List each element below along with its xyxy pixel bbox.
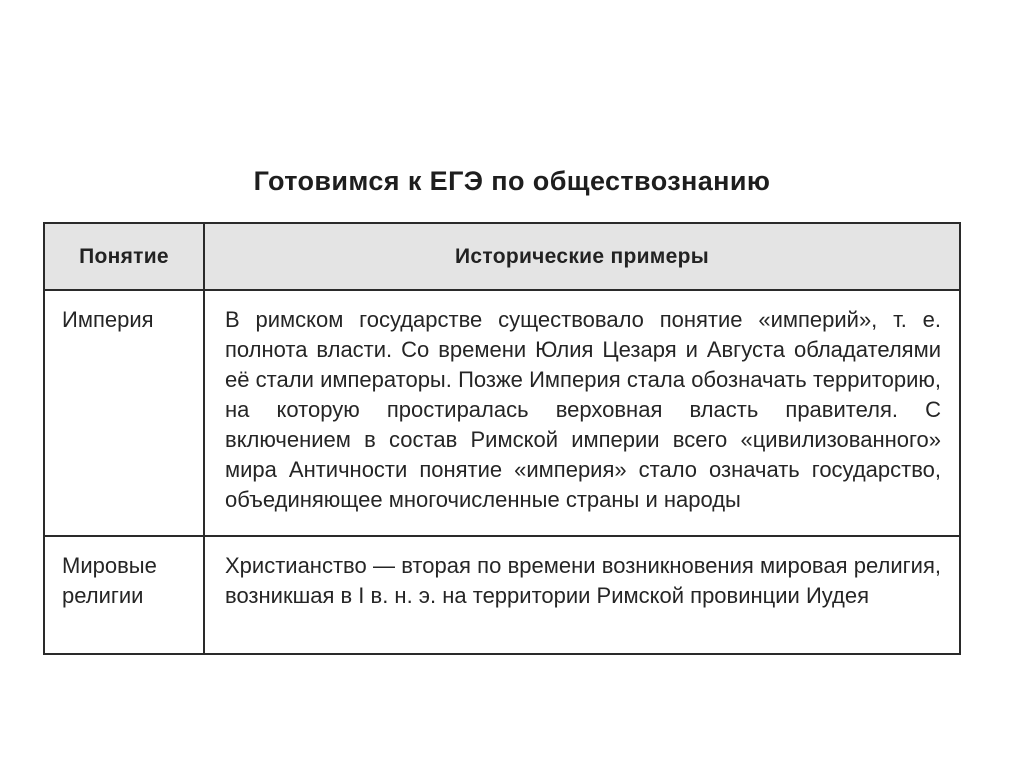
header-concept: Понятие (44, 223, 204, 290)
concept-cell: Мировые религии (44, 536, 204, 654)
example-cell: В римском государстве существовало понятие «империй», т. е. полнота власти. Со времени Юлия Цезаря и Августа обладателями её стали императоры. Позже Империя стала обозначать территорию, на которую простиралась верховная власть правителя. С включением в состав Римской империи всего «цивилизованного» мира Античности понятие «империя» стало означать государство, объединяющее многочисленные страны и народы (204, 290, 960, 536)
concept-table (43, 222, 961, 655)
table-row (44, 536, 960, 654)
table-header-row (44, 223, 960, 290)
table-row (44, 290, 960, 536)
header-examples: Исторические примеры (204, 223, 960, 290)
concept-cell: Империя (44, 290, 204, 536)
page-title: Готовимся к ЕГЭ по обществознанию (253, 166, 771, 196)
example-cell: Христианство — вторая по времени возникновения мировая религия, возникшая в I в. н. э. на территории Римской провинции Иудея (204, 536, 960, 654)
